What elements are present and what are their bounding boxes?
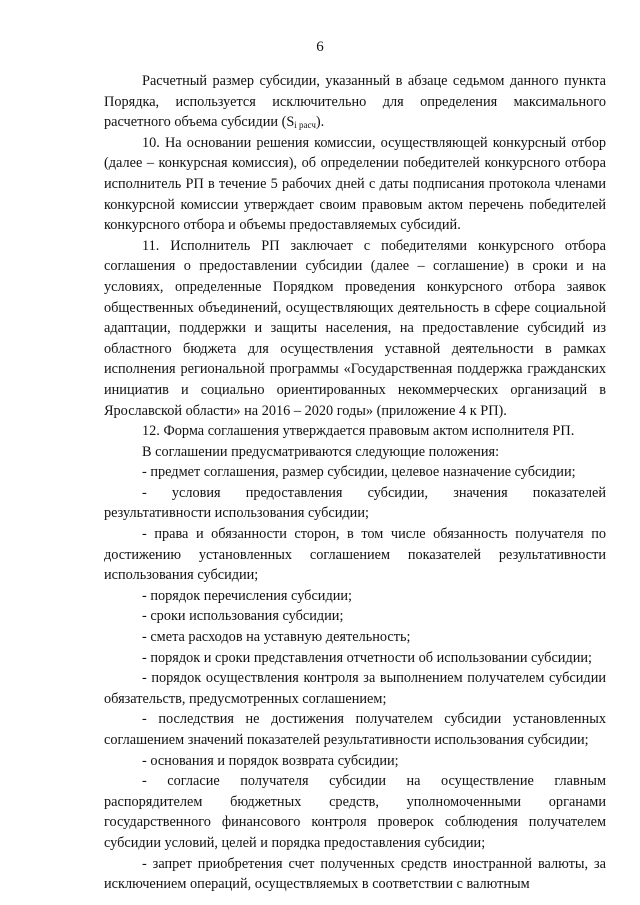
list-item-subject: - предмет соглашения, размер субсидии, целевое назначение субсидии;: [142, 464, 576, 481]
list-item-return: - основания и порядок возврата субсидии;: [142, 752, 399, 769]
paragraph-text: Расчетный размер субсидии, указанный в абзаце седьмом данного пункта Порядка, используется исключительно для определения максимального расчетного объема субсидии (S: [104, 73, 606, 131]
list-item-consent: - согласие получателя субсидии на осуществление главным распорядителем бюджетных средств, уполномоченными органами государственного финансового контроля проверок соблюдения получателем субсидии условий, целей и порядка предоставления субсидии;: [104, 773, 606, 851]
paragraph-item-11: 11. Исполнитель РП заключает с победителями конкурсного отбора соглашения о предоставлении субсидии (далее – соглашение) в сроки и на условиях, определенные Порядком проведения конкурсного отбора заявок общественных объединений, осуществляющих деятельность в сфере социальной адаптации, поддержки и защиты населения, на предоставление субсидий из областного бюджета для осуществления уставной деятельности в рамках исполнения региональной программы «Государственная поддержка гражданских инициатив и социально ориентированных некоммерческих организаций в Ярославской области» на 2016 – 2020 годы» (приложение 4 к РП).: [104, 237, 606, 419]
list-item-transfer-order: - порядок перечисления субсидии;: [142, 587, 352, 604]
list-item-expense-estimate: - смета расходов на уставную деятельность;: [142, 629, 411, 646]
list-item-usage-terms: - сроки использования субсидии;: [142, 608, 344, 625]
list-item-consequences: - последствия не достижения получателем субсидии установленных соглашением значений показателей результативности использования субсидии;: [104, 711, 606, 748]
paragraph-item-12: 12. Форма соглашения утверждается правовым актом исполнителя РП.: [142, 423, 575, 440]
paragraph-text-end: ).: [315, 114, 325, 131]
subscript-text: i расч: [294, 120, 316, 131]
paragraph-item-10: 10. На основании решения комиссии, осуществляющей конкурсный отбор (далее – конкурсная комиссия), об определении победителей конкурсного отбора исполнитель РП в течение 5 рабочих дней с даты подписания протокола членами конкурсной комиссии утверждает своим правовым актом перечень победителей конкурсного отбора и объемы предоставляемых субсидий.: [104, 134, 606, 234]
list-item-rights-duties: - права и обязанности сторон, в том числе обязанность получателя по достижению установленных соглашением показателей результативности использования субсидии;: [104, 526, 606, 584]
paragraph-agreement-intro: В соглашении предусматриваются следующие положения:: [142, 443, 500, 460]
document-body: [104, 71, 606, 895]
list-item-currency-ban: - запрет приобретения счет полученных средств иностранной валюты, за исключением операций, осуществляемых в соответствии с валютным: [104, 855, 606, 893]
page-number: 6: [316, 39, 324, 55]
list-item-control: - порядок осуществления контроля за выполнением получателем субсидии обязательств, предусмотренных соглашением;: [104, 670, 606, 707]
paragraph-subsidy-size: [104, 71, 606, 133]
list-item-reporting: - порядок и сроки представления отчетности об использовании субсидии;: [142, 649, 592, 666]
list-item-conditions: - условия предоставления субсидии, значения показателей результативности использования субсидии;: [104, 484, 606, 522]
